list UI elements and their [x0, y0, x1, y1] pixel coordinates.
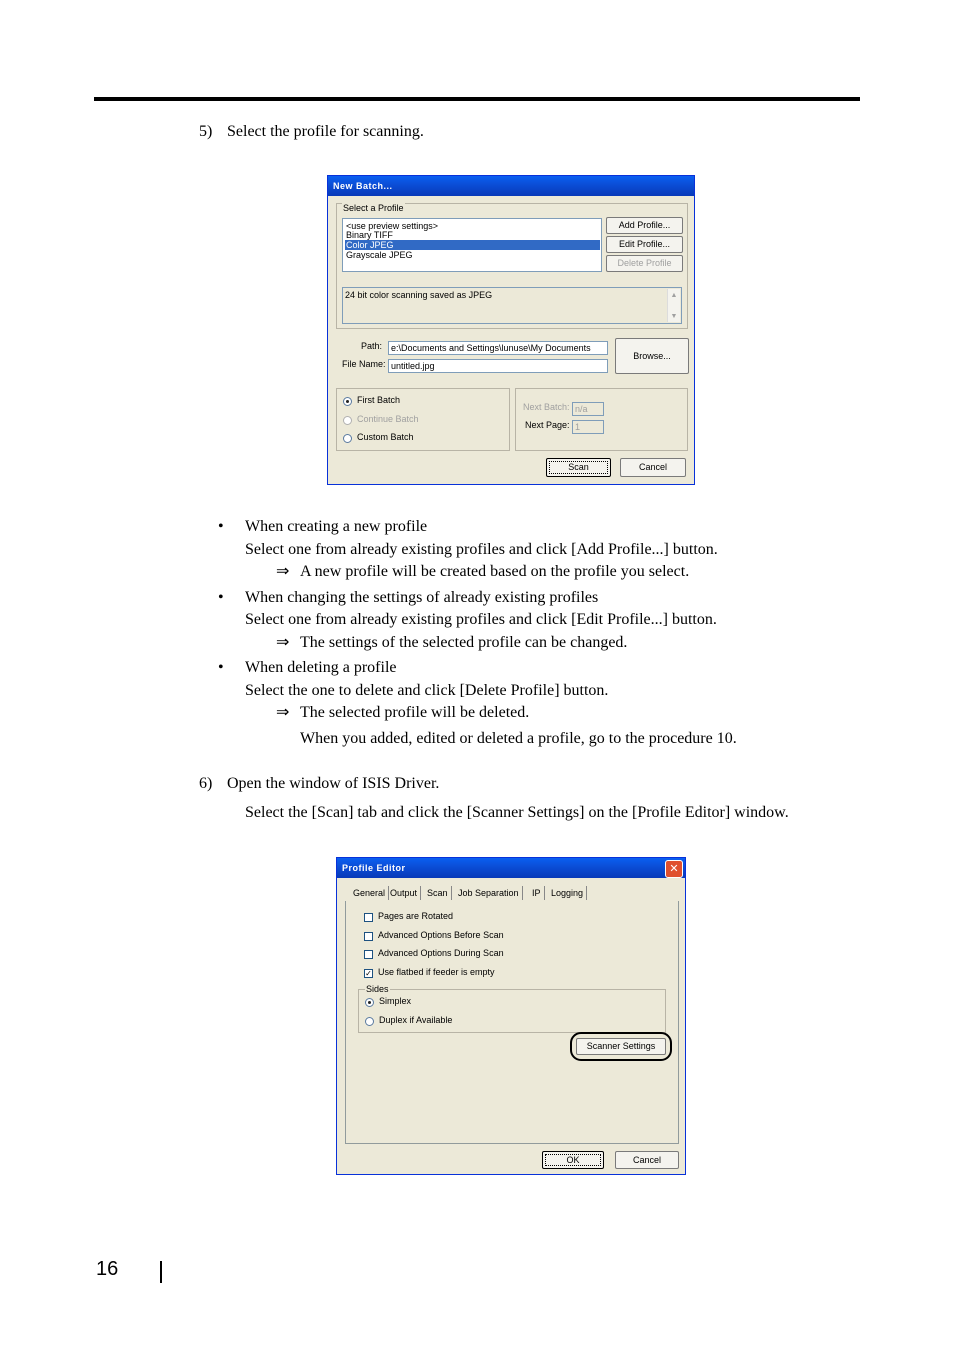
- file-name-label: File Name:: [342, 359, 386, 369]
- header-rule: [94, 97, 860, 101]
- pages-rotated-label: Pages are Rotated: [378, 911, 454, 921]
- next-page-label: Next Page:: [525, 420, 570, 430]
- new-batch-titlebar: [328, 176, 694, 196]
- first-batch-label: First Batch: [357, 395, 401, 405]
- scroll-down-icon[interactable]: ▼: [670, 312, 678, 320]
- result-arrow: ⇒: [276, 704, 290, 721]
- step-6-detail: Select the [Scan] tab and click the [Scanner Settings] on the [Profile Editor] window.: [245, 804, 789, 821]
- sides-label: Sides: [366, 984, 389, 994]
- advanced-during-label: Advanced Options During Scan: [378, 948, 504, 958]
- profile-description: 24 bit color scanning saved as JPEG: [345, 290, 493, 300]
- tab-output[interactable]: Output: [387, 886, 421, 900]
- step-6-text: Open the window of ISIS Driver.: [227, 775, 440, 792]
- custom-batch-label: Custom Batch: [357, 432, 414, 442]
- next-batch-label: Next Batch:: [523, 402, 570, 412]
- profile-description-box: [342, 287, 682, 324]
- procedure-note: When you added, edited or deleted a profile, go to the procedure 10.: [300, 730, 737, 747]
- path-field[interactable]: e:\Documents and Settings\lunuse\My Documents: [388, 341, 608, 355]
- bullet-result: The settings of the selected profile can be changed.: [300, 634, 628, 651]
- use-flatbed-checkbox[interactable]: ✓: [365, 969, 372, 978]
- step-6-number: 6): [199, 775, 213, 792]
- new-batch-dialog: [327, 175, 695, 485]
- close-icon[interactable]: ✕: [665, 860, 683, 878]
- browse-button[interactable]: Browse...: [615, 338, 689, 374]
- tab-ip[interactable]: IP: [529, 886, 545, 900]
- scan-tab-panel: [345, 901, 679, 1144]
- custom-batch-radio[interactable]: [343, 434, 352, 443]
- profile-item[interactable]: Grayscale JPEG: [346, 250, 413, 260]
- batch-info-group: [515, 388, 688, 451]
- advanced-before-checkbox[interactable]: [364, 932, 373, 941]
- next-batch-field: n/a: [572, 402, 604, 416]
- bullet-mark: •: [218, 659, 224, 676]
- sides-group: [358, 984, 666, 1033]
- bullet-heading: When changing the settings of already existing profiles: [245, 589, 599, 606]
- duplex-radio[interactable]: [365, 1017, 374, 1026]
- bullet-result: The selected profile will be deleted.: [300, 704, 530, 721]
- profile-editor-titlebar: [337, 858, 685, 878]
- pages-rotated-checkbox[interactable]: [364, 913, 373, 922]
- scan-button[interactable]: Scan: [546, 458, 611, 477]
- select-profile-label: Select a Profile: [343, 203, 404, 213]
- use-flatbed-label: Use flatbed if feeder is empty: [378, 967, 495, 977]
- cancel-button[interactable]: Cancel: [615, 1151, 679, 1169]
- page-number: 16: [96, 1258, 119, 1280]
- bullet-mark: •: [218, 589, 224, 606]
- step-5-number: 5): [199, 123, 213, 140]
- profile-item[interactable]: <use preview settings>: [346, 221, 439, 231]
- continue-batch-radio[interactable]: [343, 416, 352, 425]
- profile-list[interactable]: [342, 218, 602, 272]
- profile-editor-dialog: [336, 857, 686, 1175]
- select-profile-group: [336, 203, 688, 329]
- tab-logging[interactable]: Logging: [548, 886, 587, 900]
- delete-profile-button[interactable]: Delete Profile: [606, 255, 683, 272]
- profile-editor-title: Profile Editor: [342, 863, 406, 873]
- new-batch-title: New Batch...: [333, 181, 393, 191]
- bullet-result: A new profile will be created based on the profile you select.: [300, 563, 690, 580]
- profile-item-selected[interactable]: Color JPEG: [345, 240, 600, 250]
- tab-general[interactable]: General: [350, 886, 389, 900]
- footer-rule: [160, 1261, 162, 1283]
- simplex-radio[interactable]: [365, 998, 374, 1007]
- bullet-body: Select one from already existing profiles and click [Edit Profile...] button.: [245, 611, 717, 628]
- bullet-heading: When deleting a profile: [245, 659, 397, 676]
- next-page-field: 1: [572, 420, 604, 434]
- first-batch-radio[interactable]: [343, 397, 352, 406]
- file-name-field[interactable]: untitled.jpg: [388, 359, 608, 373]
- scroll-up-icon[interactable]: ▲: [670, 291, 678, 299]
- path-label: Path:: [361, 341, 383, 351]
- tab-strip: [347, 886, 587, 902]
- description-scrollbar[interactable]: [667, 289, 680, 322]
- tab-job-separation[interactable]: Job Separation: [455, 886, 523, 900]
- add-profile-button[interactable]: Add Profile...: [606, 217, 683, 234]
- step-5-text: Select the profile for scanning.: [227, 123, 424, 140]
- cancel-button[interactable]: Cancel: [620, 458, 686, 477]
- edit-profile-button[interactable]: Edit Profile...: [606, 236, 683, 253]
- result-arrow: ⇒: [276, 634, 290, 651]
- profile-item[interactable]: Binary TIFF: [346, 230, 393, 240]
- advanced-during-checkbox[interactable]: [364, 950, 373, 959]
- bullet-mark: •: [218, 518, 224, 535]
- bullet-body: Select the one to delete and click [Delete Profile] button.: [245, 682, 609, 699]
- scanner-settings-button[interactable]: Scanner Settings: [576, 1038, 666, 1055]
- continue-batch-label: Continue Batch: [357, 414, 419, 424]
- tab-scan[interactable]: Scan: [424, 886, 452, 900]
- bullet-heading: When creating a new profile: [245, 518, 428, 535]
- ok-button[interactable]: OK: [542, 1151, 604, 1169]
- advanced-before-label: Advanced Options Before Scan: [378, 930, 504, 940]
- batch-mode-group: [336, 388, 510, 451]
- simplex-label: Simplex: [379, 996, 412, 1006]
- duplex-label: Duplex if Available: [379, 1015, 453, 1025]
- bullet-body: Select one from already existing profiles and click [Add Profile...] button.: [245, 541, 718, 558]
- result-arrow: ⇒: [276, 563, 290, 580]
